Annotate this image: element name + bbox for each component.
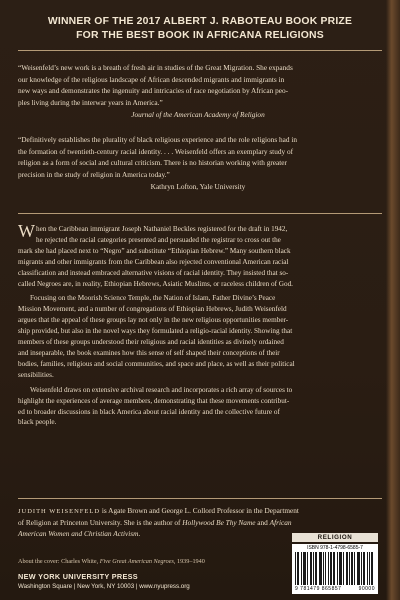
barcode-price-digits: 90000 — [358, 586, 375, 592]
book-title: African — [269, 518, 292, 527]
barcode-bar — [354, 552, 355, 585]
description-line: Mission Movement, and a number of congregations of Ethiopian Hebrews, Judith Weisenfeld — [18, 305, 287, 314]
barcode-block — [292, 544, 378, 594]
barcode-bar — [364, 552, 365, 585]
author-name: JUDITH WEISENFELD — [18, 508, 101, 515]
barcode-bar — [325, 552, 326, 585]
barcode-bar — [357, 552, 358, 585]
barcode-bar — [341, 552, 342, 585]
cover-credit-suffix: , 1939–1940 — [173, 558, 205, 565]
barcode-bar — [340, 552, 341, 585]
barcode-bar — [358, 552, 359, 585]
bio-text: of Religion at Princeton University. She is the author of — [18, 518, 183, 527]
barcode-bar — [372, 552, 373, 585]
barcode-bar — [334, 552, 335, 585]
barcode-bar — [323, 552, 324, 585]
quote-line: our knowledge of the religious landscape of African descended migrants and immigrants in — [18, 74, 285, 84]
quote-source: Journal of the American Academy of Religion — [131, 110, 265, 120]
quote-line: new ways and demonstrates the ingenuity and intricacies of race negotiation by African peo- — [18, 86, 289, 96]
barcode-bar — [313, 552, 314, 585]
barcode-bar — [346, 552, 347, 585]
description-line: and inseparable, the book examines how this sense of self shaped their conceptions of their — [18, 348, 280, 357]
barcode-bar — [301, 552, 302, 585]
publisher-block — [18, 572, 278, 590]
quote-line: the formation of twentieth-century racial identity. . . . Weisenfeld offers an exemplary study of — [18, 146, 294, 156]
barcode-bar — [319, 552, 320, 585]
description-line: he rejected the racial categories presented and persuaded the registrar to cross out the — [36, 235, 281, 244]
barcode-bar — [359, 552, 360, 585]
barcode-bar — [363, 552, 364, 585]
description-paragraph-2 — [18, 293, 380, 380]
book-description — [18, 221, 380, 432]
award-banner — [18, 15, 382, 43]
barcode-number: 9 781479 865857 — [295, 586, 342, 592]
quote-line: “Weisenfeld’s new work is a breath of fresh air in studies of the Great Migration. She expands — [18, 63, 293, 72]
category-label: RELIGION — [292, 533, 378, 542]
description-paragraph-3 — [18, 385, 380, 429]
barcode-bar — [352, 552, 353, 585]
barcode-bar — [371, 552, 372, 585]
divider-middle — [18, 213, 382, 214]
barcode-bar — [331, 552, 332, 585]
cover-credit — [18, 558, 298, 565]
divider-top — [18, 50, 382, 51]
description-line: bodies, families, religious and social communities, and space and place, as well as their political — [18, 359, 295, 368]
description-line: sensibilities. — [18, 370, 54, 379]
barcode-bar — [297, 552, 298, 585]
endorsement-quote-2 — [18, 134, 378, 193]
quote-line: religion as a form of social and cultural criticism. There is no historian working with greater — [18, 158, 287, 168]
barcode-bar — [347, 552, 348, 585]
barcode-bar — [307, 552, 308, 585]
barcode-bar — [298, 552, 299, 585]
barcode-bar — [310, 552, 311, 585]
cover-credit-prefix: About the cover: Charles White, — [18, 558, 100, 565]
divider-bottom — [18, 498, 382, 499]
barcode-bar — [311, 552, 312, 585]
cover-edge-texture — [386, 0, 400, 600]
quote-line: “Definitively establishes the plurality of black religious experience and the role religions had in — [18, 135, 298, 144]
barcode-bar — [361, 552, 362, 585]
barcode-bar — [337, 552, 338, 585]
barcode-bar — [321, 552, 322, 585]
barcode-icon — [295, 552, 375, 585]
description-line: highlight the experiences of average members, demonstrating that these movements contribut- — [18, 396, 290, 405]
barcode-bar — [367, 552, 368, 585]
book-title: American Women and Christian Activism — [18, 529, 139, 538]
description-line: mark she had placed next to “Negro” and substitute “Ethiopian Hebrew.” Many southern black — [18, 246, 291, 255]
barcode-bar — [304, 552, 305, 585]
barcode-bar — [295, 552, 296, 585]
award-line-2: FOR THE BEST BOOK IN AFRICANA RELIGIONS — [76, 30, 324, 41]
description-line: classification and instead embraced alternative visions of racial identity. They insisted that so- — [18, 268, 289, 277]
award-line-1: WINNER OF THE 2017 ALBERT J. RABOTEAU BOOK PRIZE — [47, 16, 353, 27]
barcode-digits — [295, 586, 375, 592]
description-line: Focusing on the Moorish Science Temple, the Nation of Islam, Father Divine’s Peace — [30, 294, 276, 303]
quote-line: precision in the study of religion in America today.” — [18, 169, 170, 179]
description-line: ship provided, but also in the novel ways they formulated a religio-racial identity. Showing that — [18, 327, 293, 336]
barcode-bar — [328, 552, 329, 585]
description-line: black people. — [18, 418, 57, 427]
publisher-name: NEW YORK UNIVERSITY PRESS — [18, 572, 138, 581]
description-line: members of these groups understood their religious and racial identities as divinely ordained — [18, 338, 284, 347]
bio-text: is Agate Brown and George L. Collord Professor in the Department — [100, 506, 299, 515]
barcode-bar — [351, 552, 352, 585]
description-line: argues that the appeal of these groups lay not only in the new religious opportunities member- — [18, 316, 289, 325]
quote-line: ples living during the interwar years in America.” — [18, 97, 163, 107]
barcode-bar — [315, 552, 316, 585]
description-line: called Negroes are, in reality, Ethiopian Hebrews, Asiatic Muslims, or raceless children of God. — [18, 279, 293, 288]
barcode-bar — [333, 552, 334, 585]
barcode-bar — [343, 552, 344, 585]
publisher-address: Washington Square | New York, NY 10003 | www.nyupress.org — [18, 583, 190, 590]
description-line: migrants and other immigrants from the Caribbean also rejected conventional American racial — [18, 257, 289, 266]
bio-text: and — [255, 518, 270, 527]
description-line: Weisenfeld draws on extensive archival research and incorporates a rich array of sources to — [30, 385, 293, 394]
barcode-bar — [320, 552, 321, 585]
endorsement-quote-1 — [18, 62, 378, 121]
barcode-bar — [330, 552, 331, 585]
barcode-bar — [349, 552, 350, 585]
description-paragraph-1 — [18, 221, 380, 289]
isbn-text: ISBN 978-1-4798-6585-7 — [307, 545, 363, 551]
barcode-bar — [369, 552, 370, 585]
barcode-bar — [303, 552, 304, 585]
description-line: ed to broader discussions in black America about racial identity and the collective future of — [18, 407, 280, 416]
bio-text: . — [138, 529, 141, 538]
barcode-bar — [339, 552, 340, 585]
artwork-title: Five Great American Negroes — [99, 558, 174, 565]
book-title: Hollywood Be Thy Name — [182, 518, 256, 527]
description-line: When the Caribbean immigrant Joseph Nathaniel Beckles registered for the draft in 1942, — [18, 221, 288, 241]
barcode-bar — [305, 552, 306, 585]
quote-source: Kathryn Lofton, Yale University — [150, 182, 246, 192]
barcode-bar — [316, 552, 317, 585]
